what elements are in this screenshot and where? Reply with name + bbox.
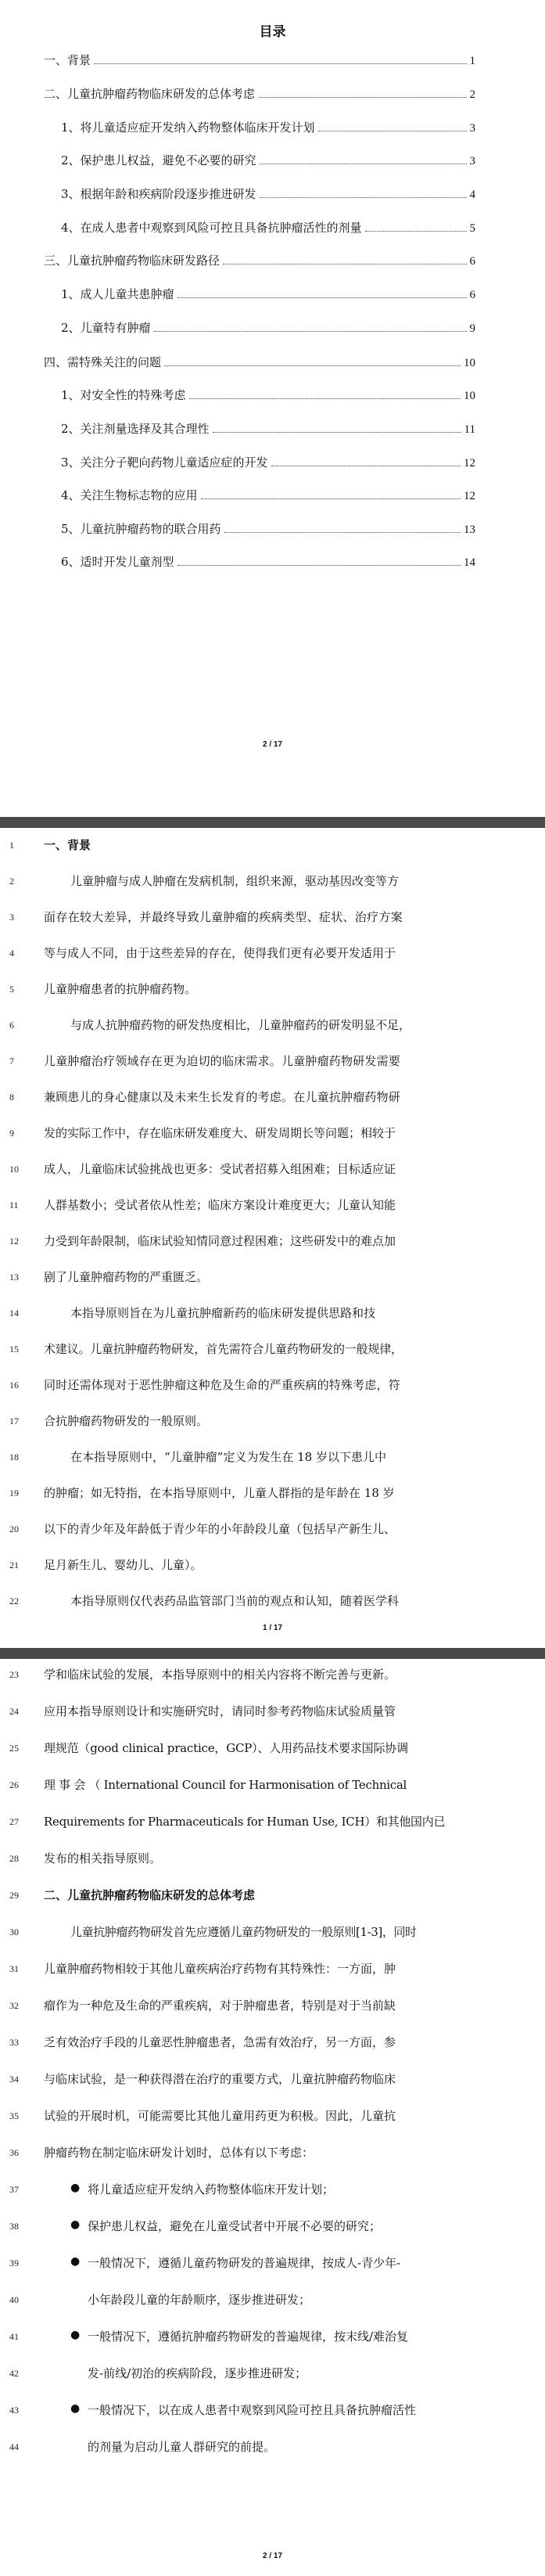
toc-leader-dots — [177, 297, 467, 298]
toc-item-label: 6、适时开发儿童剂型 — [61, 555, 174, 569]
line-number: 12 — [9, 1236, 19, 1247]
toc-leader-dots — [213, 432, 461, 433]
toc-item[interactable] — [61, 387, 475, 404]
section-heading: 一、背景 — [44, 838, 91, 852]
body-text-line: 人群基数小；受试者依从性差；临床方案设计难度更大；儿童认知能 — [44, 1198, 396, 1212]
body-text-line: 剧了儿童肿瘤药物的严重匮乏。 — [44, 1270, 209, 1284]
line-number: 25 — [9, 1743, 19, 1754]
line-number: 44 — [9, 2441, 19, 2452]
toc-item-page: 11 — [464, 423, 475, 436]
body-text-line: Requirements for Pharmaceuticals for Human Use, ICH）和其他国内已 — [44, 1815, 446, 1829]
toc-item-page: 10 — [464, 390, 475, 402]
body-text-line: 儿童肿瘤与成人肿瘤在发病机制，组织来源，驱动基因改变等方 — [70, 874, 400, 888]
line-number: 5 — [9, 984, 14, 995]
line-number: 14 — [9, 1308, 19, 1319]
toc-leader-dots — [260, 197, 467, 198]
line-number: 43 — [9, 2405, 19, 2416]
toc-item-label: 1、对安全性的特殊考虑 — [61, 388, 186, 402]
body-text-line: 发的实际工作中，存在临床研发难度大、研发周期长等问题；相较于 — [44, 1126, 396, 1140]
body-text-line: 以下的青少年及年龄低于青少年的小年龄段儿童（包括早产新生儿、 — [44, 1522, 396, 1536]
line-number: 35 — [9, 2110, 19, 2121]
toc-item[interactable] — [44, 252, 475, 269]
toc-item-page: 13 — [464, 523, 475, 536]
toc-item-label: 4、关注生物标志物的应用 — [61, 488, 198, 502]
line-number: 36 — [9, 2147, 19, 2158]
toc-item[interactable] — [61, 319, 475, 336]
toc-leader-dots — [201, 498, 461, 499]
line-number: 15 — [9, 1344, 19, 1355]
line-number: 1 — [9, 840, 14, 851]
line-number: 28 — [9, 1853, 19, 1864]
toc-item-page: 1 — [469, 55, 475, 67]
page-number: 2 / 17 — [262, 740, 283, 749]
toc-item[interactable] — [61, 454, 475, 471]
toc-item-label: 2、儿童特有肿瘤 — [61, 321, 151, 335]
line-number: 33 — [9, 2037, 19, 2048]
toc-item-page: 10 — [464, 357, 475, 369]
body-page-1 — [0, 828, 545, 1648]
line-number: 21 — [9, 1560, 19, 1570]
bullet-icon: ● — [70, 2329, 81, 2341]
line-number: 2 — [9, 876, 14, 887]
toc-page — [0, 0, 545, 822]
line-number: 22 — [9, 1596, 19, 1606]
body-text-line: 应用本指导原则设计和实施研究时，请同时参考药物临床试验质量管 — [44, 1704, 396, 1718]
line-number: 32 — [9, 2000, 19, 2011]
line-number: 37 — [9, 2184, 19, 2195]
bullet-icon: ● — [70, 2402, 81, 2415]
body-text-line: 在本指导原则中，“儿童肿瘤”定义为发生在 18 岁以下患儿中 — [70, 1450, 386, 1464]
body-text-line: 儿童肿瘤患者的抗肿瘤药物。 — [44, 982, 197, 996]
line-number: 7 — [9, 1056, 14, 1067]
toc-item-label: 三、儿童抗肿瘤药物临床研发路径 — [44, 254, 221, 268]
body-page-2 — [0, 1659, 545, 2576]
section-heading: 二、儿童抗肿瘤药物临床研发的总体考虑 — [44, 1888, 256, 1902]
toc-leader-dots — [365, 231, 467, 232]
toc-item-page: 12 — [464, 490, 475, 502]
toc-item[interactable] — [61, 420, 475, 437]
body-text-line: 本指导原则仅代表药品监管部门当前的观点和认知，随着医学科 — [70, 1594, 400, 1608]
body-text-line: 理规范（good clinical practice，GCP）、人用药品技术要求国际协调 — [44, 1741, 408, 1755]
body-text-line: 一般情况下，遵循抗肿瘤药物研发的普遍规律，按末线/难治复 — [88, 2330, 409, 2344]
body-text-line: 试验的开展时机，可能需要比其他儿童用药更为积极。因此，儿童抗 — [44, 2109, 396, 2123]
line-number: 3 — [9, 912, 14, 923]
line-number: 13 — [9, 1272, 19, 1283]
body-text-line: 发布的相关指导原则。 — [44, 1851, 162, 1865]
toc-item-page: 4 — [469, 189, 475, 201]
toc-item[interactable] — [61, 520, 475, 538]
line-number: 42 — [9, 2368, 19, 2379]
body-text-line: 的肿瘤；如无特指，在本指导原则中，儿童人群指的是年龄在 18 岁 — [44, 1486, 395, 1500]
toc-item-label: 5、儿童抗肿瘤药物的联合用药 — [61, 522, 221, 536]
toc-item[interactable] — [61, 219, 475, 236]
toc-item[interactable] — [44, 52, 475, 69]
line-number: 34 — [9, 2074, 19, 2085]
line-number: 9 — [9, 1128, 14, 1139]
body-text-line: 学和临床试验的发展，本指导原则中的相关内容将不断完善与更新。 — [44, 1668, 396, 1682]
body-text-line: 力受到年龄限制，临床试验知情同意过程困难；这些研发中的难点加 — [44, 1234, 396, 1248]
bullet-icon: ● — [70, 2255, 81, 2268]
body-text-line: 肿瘤药物在制定临床研发计划时，总体有以下考虑： — [44, 2146, 314, 2160]
body-text-line: 等与成人不同，由于这些差异的存在，使得我们更有必要开发适用于 — [44, 946, 396, 960]
line-number: 26 — [9, 1779, 19, 1790]
page-number: 1 / 17 — [262, 1624, 283, 1632]
body-text-line: 儿童肿瘤治疗领域存在更为迫切的临床需求。儿童肿瘤药物研发需要 — [44, 1054, 401, 1068]
toc-leader-dots — [258, 97, 466, 98]
toc-item-page: 2 — [469, 88, 475, 101]
body-text-line: 同时还需体现对于恶性肿瘤这种危及生命的严重疾病的特殊考虑，符 — [44, 1378, 401, 1392]
line-number: 27 — [9, 1816, 19, 1827]
toc-item[interactable] — [61, 487, 475, 504]
body-text-line: 发-前线/初治的疾病阶段，逐步推进研发； — [88, 2366, 307, 2380]
page-divider — [0, 817, 545, 828]
page-number: 2 / 17 — [262, 2552, 283, 2560]
toc-item-label: 4、在成人患者中观察到风险可控且具备抗肿瘤活性的剂量 — [61, 221, 362, 235]
page-divider — [0, 1648, 545, 1659]
toc-item-label: 1、将儿童适应症开发纳入药物整体临床开发计划 — [61, 121, 315, 135]
toc-item-page: 6 — [469, 255, 475, 268]
body-text-line: 与成人抗肿瘤药物的研发热度相比，儿童肿瘤药的研发明显不足， — [70, 1018, 411, 1032]
toc-item-label: 3、根据年龄和疾病阶段逐步推进研发 — [61, 187, 256, 201]
line-number: 41 — [9, 2331, 19, 2342]
toc-item-label: 3、关注分子靶向药物儿童适应症的开发 — [61, 455, 268, 470]
line-number: 16 — [9, 1380, 19, 1391]
line-number: 19 — [9, 1488, 19, 1498]
body-text-line: 儿童肿瘤药物相较于其他儿童疾病治疗药物有其特殊性：一方面，肿 — [44, 1962, 396, 1976]
toc-leader-dots — [164, 365, 461, 366]
line-number: 10 — [9, 1164, 19, 1175]
toc-item[interactable] — [61, 119, 475, 136]
body-text-line: 儿童抗肿瘤药物研发首先应遵循儿童药物研发的一般原则[1-3]，同时 — [70, 1925, 417, 1939]
line-number: 29 — [9, 1890, 19, 1901]
line-number: 24 — [9, 1706, 19, 1717]
toc-item-label: 2、关注剂量选择及其合理性 — [61, 422, 210, 436]
toc-item[interactable] — [61, 553, 475, 570]
body-text-line: 乏有效治疗手段的儿童恶性肿瘤患者，急需有效治疗，另一方面，参 — [44, 2035, 396, 2049]
body-text-line: 兼顾患儿的身心健康以及未来生长发育的考虑。在儿童抗肿瘤药物研 — [44, 1090, 401, 1104]
toc-item-page: 6 — [469, 289, 475, 301]
toc-item[interactable] — [44, 85, 475, 103]
line-number: 30 — [9, 1927, 19, 1937]
toc-item-label: 1、成人儿童共患肿瘤 — [61, 287, 174, 301]
body-text-line: 与临床试验，是一种获得潜在治疗的重要方式，儿童抗肿瘤药物临床 — [44, 2072, 396, 2086]
body-text-line: 一般情况下，遵循儿童药物研发的普遍规律，按成人-青少年- — [88, 2256, 401, 2270]
toc-leader-dots — [94, 63, 466, 64]
toc-leader-dots — [177, 565, 461, 566]
toc-leader-dots — [189, 398, 461, 399]
body-text-line: 保护患儿权益，避免在儿童受试者中开展不必要的研究； — [88, 2219, 382, 2233]
toc-item-label: 四、需特殊关注的问题 — [44, 355, 162, 369]
toc-item-page: 12 — [464, 457, 475, 470]
body-text-line: 成人，儿童临床试验挑战也更多：受试者招募入组困难；目标适应证 — [44, 1162, 396, 1176]
toc-item[interactable] — [44, 354, 475, 371]
body-text-line: 小年龄段儿童的年龄顺序，逐步推进研发； — [88, 2293, 311, 2307]
toc-leader-dots — [154, 331, 467, 332]
toc-item-page: 3 — [469, 155, 475, 167]
body-text-line: 足月新生儿、婴幼儿、儿童）。 — [44, 1558, 203, 1572]
toc-item-label: 一、背景 — [44, 53, 91, 67]
body-text-line: 一般情况下，以在成人患者中观察到风险可控且具备抗肿瘤活性 — [88, 2403, 417, 2417]
body-text-line: 瘤作为一种危及生命的严重疾病，对于肿瘤患者，特别是对于当前缺 — [44, 1999, 396, 2013]
body-text-line: 合抗肿瘤药物研发的一般原则。 — [44, 1414, 209, 1428]
toc-item[interactable] — [61, 286, 475, 303]
toc-leader-dots — [224, 532, 461, 533]
line-number: 31 — [9, 1963, 19, 1974]
line-number: 23 — [9, 1669, 19, 1680]
toc-item[interactable] — [61, 152, 475, 169]
body-text-line: 将儿童适应症开发纳入药物整体临床开发计划； — [88, 2182, 335, 2196]
body-text-line: 面存在较大差异，并最终导致儿童肿瘤的疾病类型、症状、治疗方案 — [44, 910, 403, 924]
line-number: 6 — [9, 1020, 14, 1031]
line-number: 4 — [9, 948, 14, 959]
line-number: 8 — [9, 1092, 14, 1103]
toc-item-label: 二、儿童抗肿瘤药物临床研发的总体考虑 — [44, 87, 256, 101]
toc-item-page: 14 — [464, 556, 475, 569]
line-number: 17 — [9, 1416, 19, 1427]
line-number: 40 — [9, 2294, 19, 2305]
toc-item-page: 5 — [469, 222, 475, 235]
bullet-icon: ● — [70, 2182, 81, 2194]
line-number: 18 — [9, 1452, 19, 1462]
line-number: 38 — [9, 2221, 19, 2232]
toc-item-label: 2、保护患儿权益，避免不必要的研究 — [61, 153, 256, 167]
toc-item-page: 3 — [469, 122, 475, 135]
bullet-icon: ● — [70, 2218, 81, 2231]
toc-item[interactable] — [61, 185, 475, 203]
toc-title: 目录 — [259, 24, 286, 40]
body-text-line: 本指导原则旨在为儿童抗肿瘤新药的临床研发提供思路和技 — [70, 1306, 376, 1320]
line-number: 11 — [9, 1200, 19, 1211]
toc-item-page: 9 — [469, 322, 475, 335]
body-text-line: 术建议。儿童抗肿瘤药物研发，首先需符合儿童药物研发的一般规律， — [44, 1342, 403, 1356]
line-number: 20 — [9, 1524, 19, 1534]
body-text-line: 理 事 会 （ International Council for Harmonisation of Technical — [44, 1778, 407, 1792]
line-number: 39 — [9, 2258, 19, 2268]
body-text-line: 的剂量为启动儿童人群研究的前提。 — [88, 2440, 276, 2454]
